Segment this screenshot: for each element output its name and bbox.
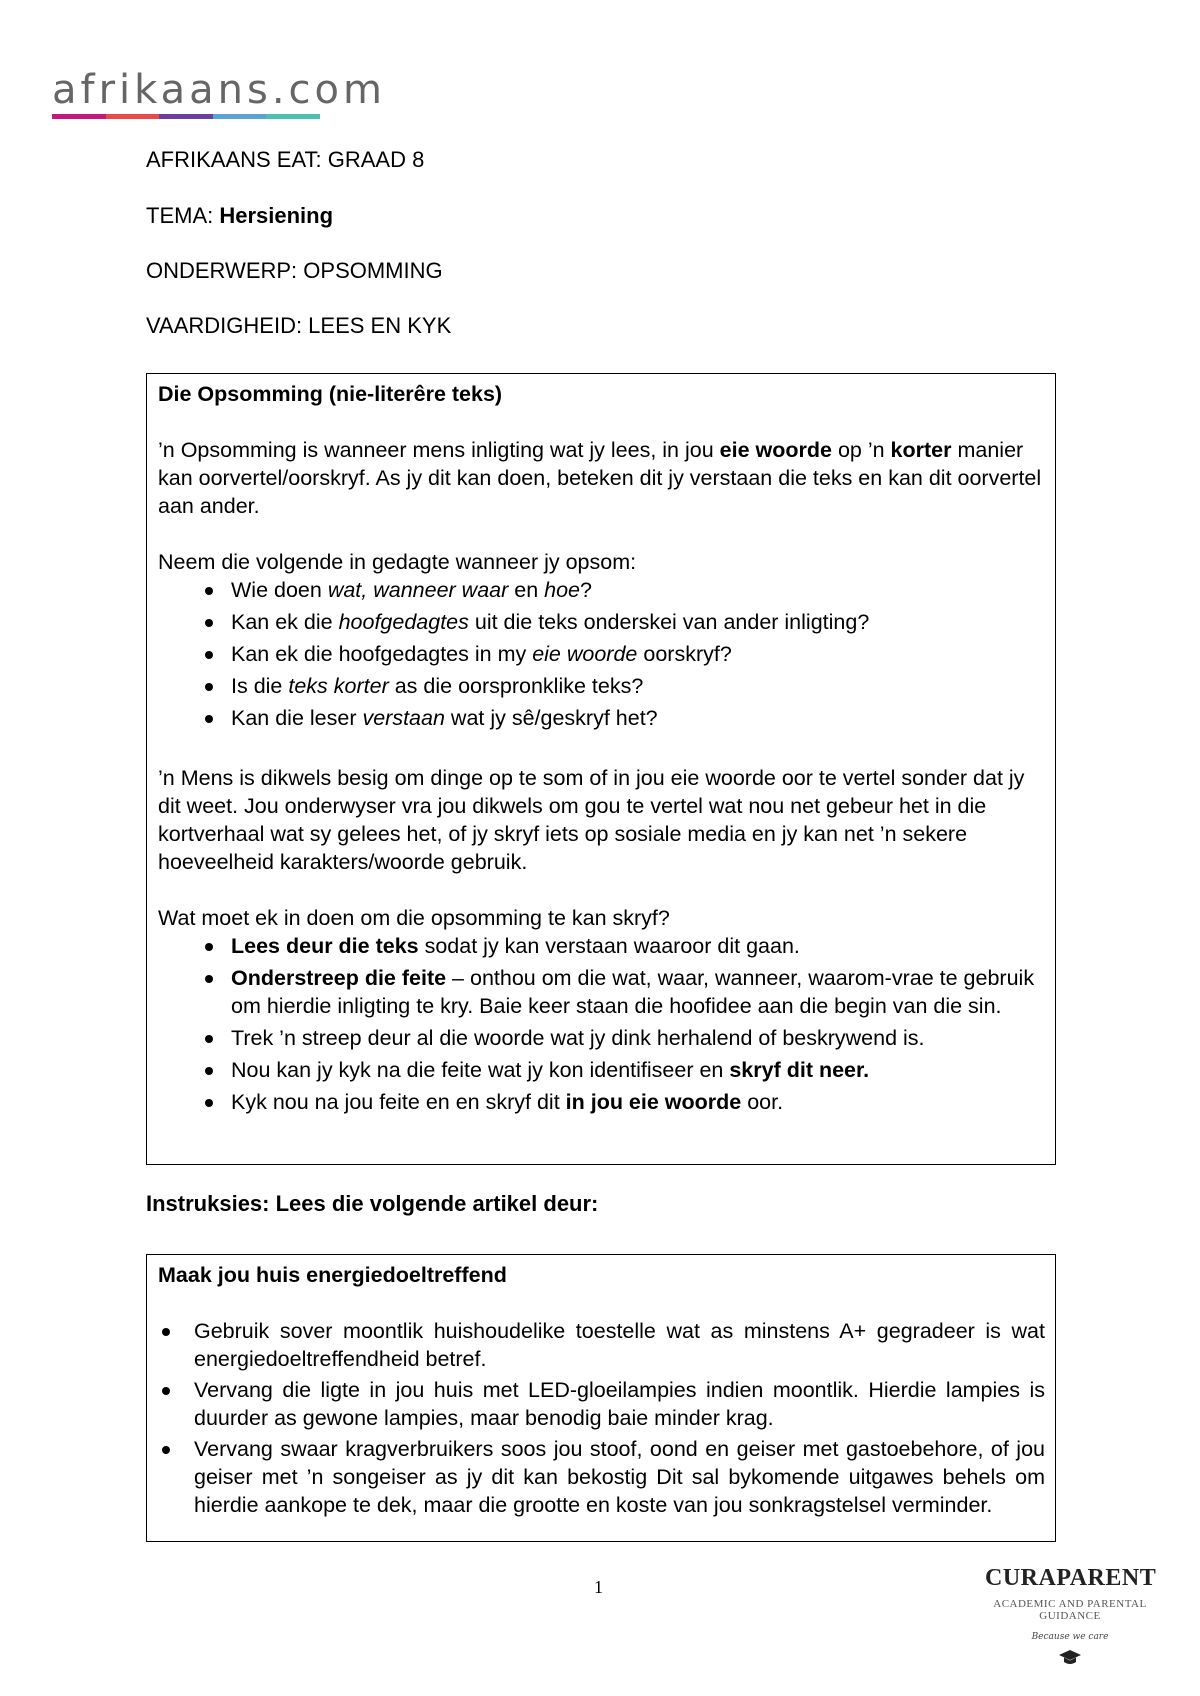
list-item: Vervang swaar kragverbruikers soos jou stoof, oond en geiser met gastoebehore, of jou geiser met ’n songeiser as jy dit kan bekostig Dit sal bykomende uitgawes behels om hierdie aankope te dek, maar die grootte en koste van jou sonkragstelsel verminder. (158, 1435, 1045, 1519)
list-item: Wie doen wat, wanneer waar en hoe? (158, 576, 1045, 604)
list-item: Gebruik sover moontlik huishoudelike toestelle wat as minstens A+ gegradeer is wat energiedoeltreffendheid betref. (158, 1317, 1045, 1373)
list-item: Onderstreep die feite – onthou om die wat, waar, wanneer, waarom-vrae te gebruik om hierdie inligting te kry. Baie keer staan die hoofidee aan die begin van die sin. (158, 964, 1045, 1020)
intro-paragraph: ’n Opsomming is wanneer mens inligting wat jy lees, in jou eie woorde op ’n korter manier kan oorvertel/oorskryf. As jy dit kan doen, beteken dit jy verstaan die teks en kan dit oorvertel aan ander. (158, 438, 1042, 518)
skill-heading: VAARDIGHEID: LEES EN KYK (146, 313, 452, 338)
remember-lead: Neem die volgende in gedagte wanneer jy opsom: (158, 550, 637, 574)
logo-bar-segment (266, 114, 320, 119)
page-number: 1 (594, 1577, 603, 1597)
everyday-paragraph: ’n Mens is dikwels besig om dinge op te som of in jou eie woorde oor te vertel sonder dat jy dit weet. Jou onderwyser vra jou dikwels om gou te vertel wat nou net gebeur het in die kortverhaal wat sy gelees het, of jy skryf iets op sosiale media en jy kan net ’n sekere hoeveelheid karakters/woorde gebruik. (158, 766, 1025, 874)
steps-list (158, 932, 1045, 1116)
theme-label: TEMA: (146, 203, 220, 228)
theme-value: Hersiening (219, 203, 334, 228)
graduation-cap-icon (1058, 1648, 1082, 1668)
topic-heading: ONDERWERP: OPSOMMING (146, 258, 443, 283)
afrikaans-logo (52, 67, 386, 119)
article-list (158, 1317, 1045, 1519)
list-item: Vervang die ligte in jou huis met LED-gloeilampies indien moontlik. Hierdie lampies is duurder as gewone lampies, maar benodig baie minder krag. (158, 1376, 1045, 1432)
cura-tagline: Because we care (1031, 1632, 1109, 1642)
remember-list (158, 576, 1045, 732)
logo-bar-segment (52, 114, 106, 119)
steps-lead: Wat moet ek in doen om die opsomming te kan skryf? (158, 906, 670, 930)
logo-bar-segment (106, 114, 160, 119)
article-box (146, 1254, 1056, 1542)
grade-heading: AFRIKAANS EAT: GRAAD 8 (146, 147, 425, 172)
list-item: Kan die leser verstaan wat jy sê/geskryf het? (158, 704, 1045, 732)
list-item: Lees deur die teks sodat jy kan verstaan waaroor dit gaan. (158, 932, 1045, 960)
list-item: Trek ’n streep deur al die woorde wat jy dink herhalend of beskrywend is. (158, 1024, 1045, 1052)
logo-color-bar (52, 114, 320, 119)
list-item: Is die teks korter as die oorspronklike teks? (158, 672, 1045, 700)
box-title: Die Opsomming (nie-literêre teks) (158, 382, 503, 406)
article-title: Maak jou huis energiedoeltreffend (158, 1263, 507, 1287)
list-item: Kan ek die hoofgedagtes uit die teks onderskei van ander inligting? (158, 608, 1045, 636)
logo-bar-segment (213, 114, 267, 119)
summary-info-box (146, 373, 1056, 1165)
logo-bar-segment (159, 114, 213, 119)
list-item: Kan ek die hoofgedagtes in my eie woorde oorskryf? (158, 640, 1045, 668)
list-item: Nou kan jy kyk na die feite wat jy kon identifiseer en skryf dit neer. (158, 1056, 1045, 1084)
logo-text: afrikaans.com (52, 67, 386, 113)
curaparent-logo (985, 1565, 1155, 1673)
list-item: Kyk nou na jou feite en en skryf dit in jou eie woorde oor. (158, 1088, 1045, 1116)
instructions-heading: Instruksies: Lees die volgende artikel deur: (146, 1191, 599, 1216)
cura-name: CURAPARENT (985, 1565, 1157, 1591)
theme-heading (146, 203, 333, 229)
cura-subtitle: ACADEMIC AND PARENTAL GUIDANCE (993, 1598, 1147, 1622)
